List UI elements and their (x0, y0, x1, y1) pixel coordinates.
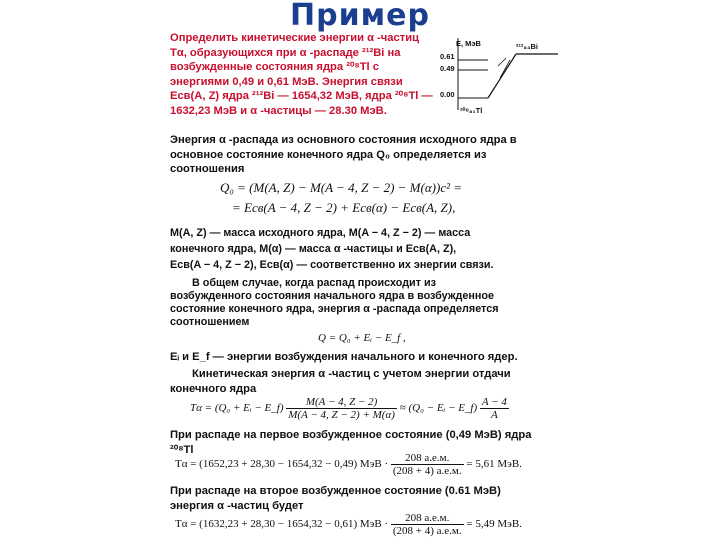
calc-2-result: = 5,49 МэВ. (466, 518, 522, 531)
body-line-1: Энергия α -распада из основного состояния исходного ядра в (170, 134, 517, 146)
level-label-2: 0.49 (440, 64, 455, 73)
parent-nucleus-label: ²¹²₈₃Bi (516, 42, 538, 51)
definition-line-2: конечного ядра, M(α) — масса α -частицы и Eсв(A, Z), (170, 243, 457, 255)
level-label-3: 0.00 (440, 90, 455, 99)
case-2-line-1: При распаде на второе возбужденное состояние (0.61 МэВ) (170, 485, 501, 497)
equation-q0-line-2: = Eсв(A − 4, Z − 2) + Eсв(α) − Eсв(A, Z), (232, 200, 456, 215)
page-title: Пример (290, 0, 430, 33)
kinetic-eq-fraction-2 (480, 396, 509, 421)
kinetic-eq-fraction (286, 396, 397, 421)
general-line-1: В общем случае, когда распад происходит из (192, 277, 436, 289)
kinetic-line-1: Кинетическая энергия α -частиц с учетом энергии отдачи (192, 368, 511, 380)
calc-1-numerator: 208 а.е.м. (391, 452, 464, 465)
calc-2-fraction (391, 512, 464, 537)
kinetic-eq-numerator: M(A − 4, Z − 2) (286, 396, 397, 409)
calc-2-denominator: (208 + 4) а.е.м. (392, 525, 462, 537)
kinetic-eq-approx: ≈ (Q₀ − Eᵢ − E_f) (399, 402, 478, 415)
calculation-1 (175, 452, 522, 477)
case-1-line-1: При распаде на первое возбужденное состояние (0,49 МэВ) ядра (170, 429, 532, 441)
calc-1-denominator: (208 + 4) а.е.м. (392, 465, 462, 477)
problem-line-6: 1632,23 МэВ и α -частицы — 28.30 МэВ. (170, 104, 387, 117)
problem-line-4: энергиями 0,49 и 0,61 МэВ. Энергия связи (170, 75, 403, 88)
daughter-nucleus-label: ²⁰⁸₈₁Tl (460, 106, 483, 115)
calculation-2 (175, 512, 522, 537)
definition-line-1: M(A, Z) — масса исходного ядра, M(A − 4, Z − 2) — масса (170, 227, 471, 239)
kinetic-eq-lhs: Tα = (Q₀ + Eᵢ − E_f) (190, 402, 284, 415)
energy-axis-label: E, МэВ (456, 39, 481, 48)
definition-line-3: Eсв(A − 4, Z − 2), Eсв(α) — соответственно их энергии связи. (170, 259, 494, 271)
general-line-2: возбужденного состояния начального ядра в возбужденное (170, 290, 494, 302)
case-2-line-2: энергия α -частиц будет (170, 499, 304, 512)
kinetic-line-2: конечного ядра (170, 382, 257, 395)
kinetic-energy-equation (190, 396, 509, 421)
problem-line-5: Eсв(A, Z) ядра ²¹²Bi — 1654,32 МэВ, ядра ²⁰⁸Tl — (170, 90, 433, 102)
calc-1-lhs: Tα = (1652,23 + 28,30 − 1654,32 − 0,49) МэВ · (175, 458, 389, 471)
definitions-paragraph (170, 225, 555, 273)
problem-line-1: Определить кинетические энергии α -частиц (170, 32, 419, 44)
kinetic-eq-denominator-2: A (491, 409, 498, 421)
calc-1-fraction (391, 452, 464, 477)
problem-statement (170, 31, 440, 118)
kinetic-eq-denominator: M(A − 4, Z − 2) + M(α) (288, 409, 395, 421)
decay-level-diagram (440, 30, 560, 130)
case-2-heading (170, 484, 550, 513)
level-label-1: 0.61 (440, 52, 455, 61)
equation-q: Q = Q₀ + Eᵢ − E_f , (318, 332, 406, 344)
body-line-2: основное состояние конечного ядра Q₀ определяется из (170, 148, 487, 161)
calc-2-lhs: Tα = (1632,23 + 28,30 − 1654,32 − 0,61) МэВ · (175, 518, 389, 531)
case-1-line-2: ²⁰⁸Tl (170, 443, 194, 456)
general-line-3: состояние конечного ядра, энергия α -распада определяется (170, 303, 499, 315)
kinetic-paragraph (170, 367, 550, 396)
problem-line-3: возбужденные состояния ядра ²⁰⁸Tl с (170, 61, 379, 73)
general-case-paragraph (170, 277, 550, 329)
general-line-4: соотношением (170, 316, 250, 328)
kinetic-eq-numerator-2: A − 4 (481, 396, 507, 408)
body-line-3: соотношения (170, 163, 245, 175)
calc-1-result: = 5,61 МэВ. (466, 458, 522, 471)
equation-q0-line-1: Q₀ = (M(A, Z) − M(A − 4, Z − 2) − M(α))c² = (220, 180, 463, 195)
calc-2-numerator: 208 а.е.м. (391, 512, 464, 525)
problem-line-2: Tα, образующихся при α -распаде ²¹²Bi на (170, 46, 401, 59)
intro-paragraph (170, 133, 550, 177)
excitation-definition: Eᵢ и E_f — энергии возбуждения начального и конечного ядер. (170, 351, 518, 363)
